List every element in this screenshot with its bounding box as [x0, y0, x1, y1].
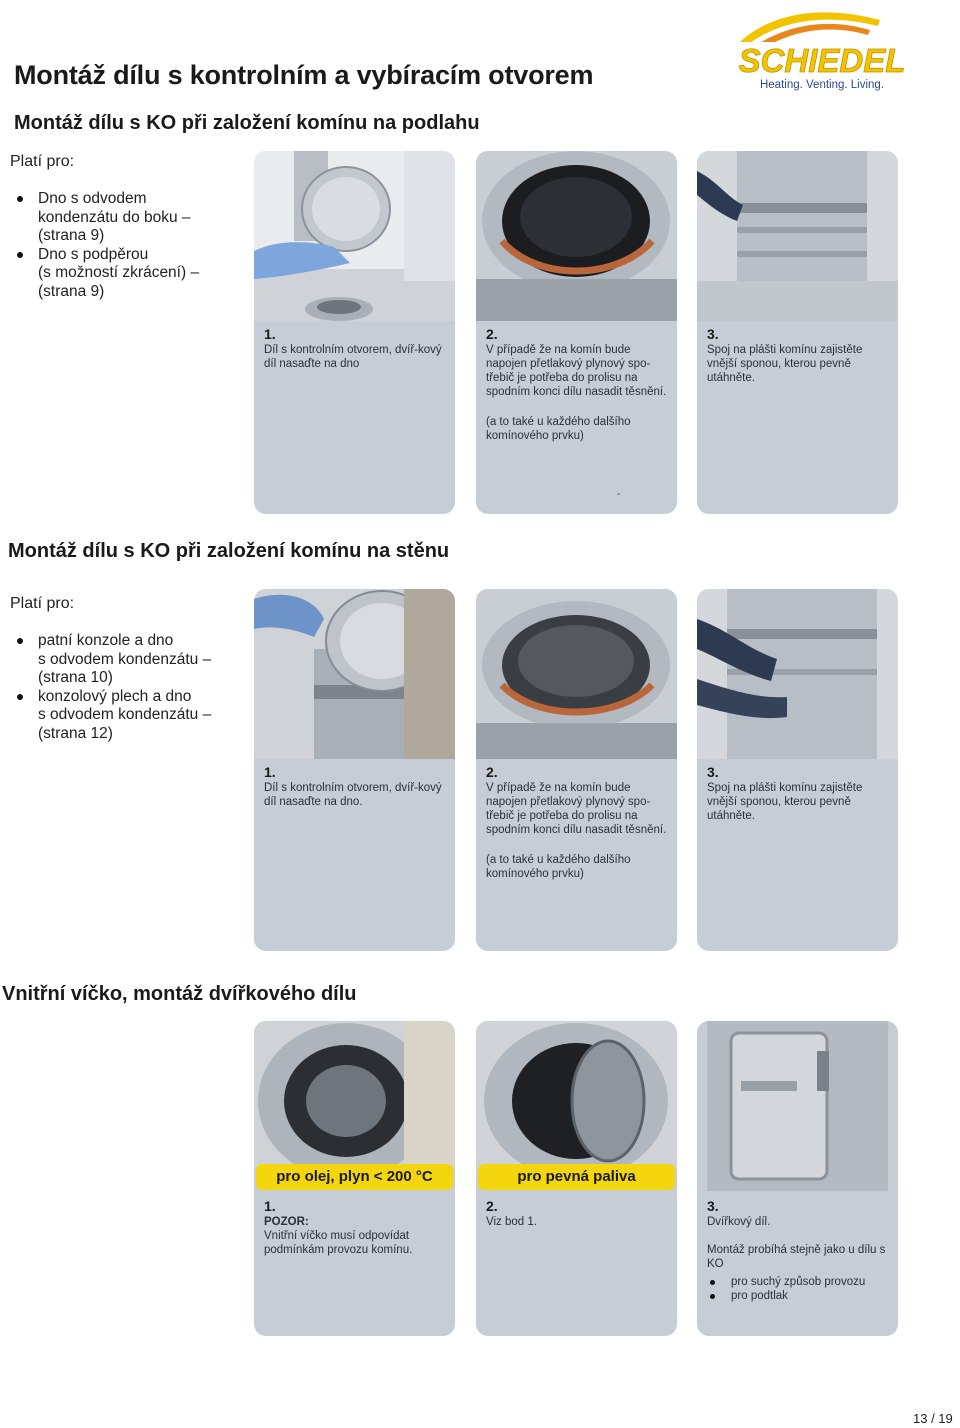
step-description: V případě že na komín bude napojen přetlakový plynový spo-třebič je potřeba do prolisu na spodním konci dílu nasadit těsnění.: [486, 344, 667, 398]
stray-mark: -: [617, 489, 621, 500]
step-description: Dvířkový díl.: [707, 1216, 771, 1228]
step-description: Spoj na plášti komínu zajistěte vnější sponou, kterou pevně utáhněte.: [707, 344, 863, 384]
photo-chimney-on-base: [254, 151, 455, 321]
warning-label: POZOR:: [264, 1216, 309, 1228]
photo-seal-ring: [476, 589, 677, 759]
logo-brand-text: SCHIEDEL: [738, 42, 906, 79]
section2-heading: Montáž dílu s KO při založení komínu na stěnu: [8, 540, 450, 562]
section1-bullet-list: [14, 190, 199, 301]
step-3-text: [707, 327, 890, 385]
step-number: 1.: [264, 764, 276, 780]
photo-clamp: [697, 589, 898, 759]
section1-applies-label: Platí pro:: [10, 153, 75, 170]
section3-heading: Vnitřní víčko, montáž dvířkového dílu: [2, 983, 357, 1005]
list-item-cont: (s možností zkrácení) –: [38, 264, 200, 281]
list-item: Dno s odvodem: [14, 190, 199, 209]
section1-heading: Montáž dílu s KO při založení komínu na podlahu: [14, 112, 480, 134]
step-card-1: [254, 151, 455, 514]
section2-bullet-list: [14, 632, 211, 743]
photo-door-part: [697, 1021, 898, 1191]
step-3-text: [707, 1199, 890, 1303]
photo-inner-cap: [254, 1021, 455, 1169]
step-number: 1.: [264, 1198, 276, 1214]
list-item-cont: (strana 12): [38, 724, 113, 742]
step-card-9: [697, 1021, 898, 1336]
step-note: (a to také u každého dalšího komínového prvku): [486, 854, 631, 880]
step-card-4: [254, 589, 455, 951]
list-item: Dno s podpěrou: [14, 246, 199, 265]
fuel-label-oil-gas: pro olej, plyn < 200 °C: [256, 1164, 453, 1190]
page-number: 13 / 19: [913, 1411, 953, 1426]
list-item: patní konzole a dno: [14, 632, 211, 651]
section2-applies-label: Platí pro:: [10, 595, 75, 612]
step-number: 3.: [707, 764, 719, 780]
list-item: pro podtlak: [707, 1289, 890, 1303]
step-number: 2.: [486, 326, 498, 342]
step-number: 3.: [707, 326, 719, 342]
list-item: pro suchý způsob provozu: [707, 1275, 890, 1289]
step-card-3: [697, 151, 898, 514]
step-description: Spoj na plášti komínu zajistěte vnější sponou, kterou pevně utáhněte.: [707, 782, 863, 822]
step-card-5: [476, 589, 677, 951]
step-3-text: [707, 765, 890, 823]
step-description: Díl s kontrolním otvorem, dvíř-kový díl nasaďte na dno.: [264, 782, 442, 808]
step-number: 2.: [486, 764, 498, 780]
step-number: 3.: [707, 1198, 719, 1214]
step-1-text: [264, 327, 447, 371]
schiedel-logo: [730, 8, 916, 92]
logo-tagline: Heating. Venting. Living.: [759, 79, 885, 91]
list-item-cont: kondenzátu do boku –: [38, 208, 191, 226]
step-note: (a to také u každého dalšího komínového prvku): [486, 416, 631, 442]
step-2-text: [486, 765, 669, 881]
step-number: 2.: [486, 1198, 498, 1214]
step-1-text: [264, 765, 447, 809]
step-description: Vnitřní víčko musí odpovídat podmínkám provozu komínu.: [264, 1230, 413, 1256]
list-item: konzolový plech a dno: [14, 688, 211, 707]
list-item-cont: (strana 10): [38, 669, 113, 686]
step-description: V případě že na komín bude napojen přetlakový plynový spo-třebič je potřeba do prolisu na spodním konci dílu nasadit těsnění.: [486, 782, 667, 836]
fuel-label-solid: pro pevná paliva: [478, 1164, 675, 1190]
list-item-cont: (strana 9): [38, 227, 105, 244]
photo-inner-cap-solid-fuel: [476, 1021, 677, 1169]
step-2-text: [486, 1199, 669, 1229]
step-2-text: [486, 327, 669, 443]
step-description: Díl s kontrolním otvorem, dvíř-kový díl nasaďte na dno: [264, 344, 442, 370]
step-bullet-list: [707, 1275, 890, 1303]
step-1-text: [264, 1199, 447, 1257]
list-item-cont: s odvodem kondenzátu –: [38, 706, 212, 723]
photo-seal-ring: [476, 151, 677, 321]
list-item-cont: (strana 9): [38, 282, 105, 300]
step-description: Viz bod 1.: [486, 1216, 537, 1228]
step-description-2: Montáž probíhá stejně jako u dílu s KO: [707, 1244, 886, 1270]
page-title: Montáž dílu s kontrolním a vybíracím otvorem: [14, 60, 594, 90]
step-card-6: [697, 589, 898, 951]
list-item-cont: s odvodem kondenzátu –: [38, 650, 212, 668]
step-number: 1.: [264, 326, 276, 342]
step-card-2: [476, 151, 677, 514]
photo-clamp: [697, 151, 898, 321]
photo-wall-mount: [254, 589, 455, 759]
